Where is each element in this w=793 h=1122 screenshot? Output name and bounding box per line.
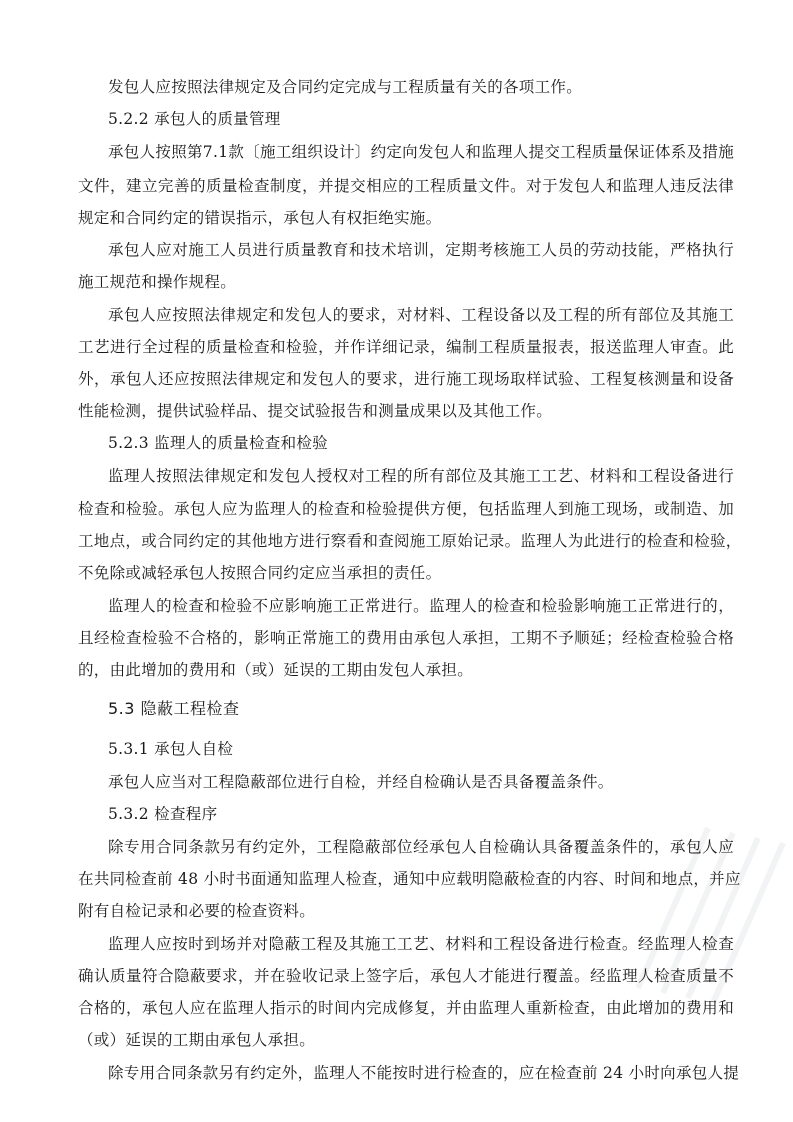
paragraph-line: 规定和合同约定的错误指示，承包人有权拒绝实施。 — [78, 209, 442, 227]
paragraph-line: 承包人应按照法律规定和发包人的要求，对材料、工程设备以及工程的所有部位及其施工 — [108, 306, 734, 324]
paragraph-line: 外，承包人还应按照法律规定和发包人的要求，进行施工现场取样试验、工程复核测量和设备 — [78, 370, 734, 388]
paragraph-line: 承包人按照第7.1款〔施工组织设计〕约定向发包人和监理人提交工程质量保证体系及措施 — [108, 143, 734, 161]
paragraph-line: 附有自检记录和必要的检查资料。 — [78, 902, 316, 920]
section-heading-5-3: 5.3 隐蔽工程检查 — [108, 699, 240, 718]
paragraph-line: 监理人应按时到场并对隐蔽工程及其施工工艺、材料和工程设备进行检查。经监理人检查 — [108, 935, 734, 953]
paragraph-line: 工地点，或合同约定的其他地方进行察看和查阅施工原始记录。监理人为此进行的检查和检验， — [78, 532, 742, 550]
paragraph-line: 确认质量符合隐蔽要求，并在验收记录上签字后，承包人才能进行覆盖。经监理人检查质量不 — [78, 967, 734, 985]
paragraph-line: 检查和检验。承包人应为监理人的检查和检验提供方便，包括监理人到施工现场，或制造、加 — [78, 500, 734, 518]
paragraph-line: 发包人应按照法律规定及合同约定完成与工程质量有关的各项工作。 — [108, 78, 583, 96]
paragraph-line: 不免除或减轻承包人按照合同约定应当承担的责任。 — [78, 564, 442, 582]
paragraph-line: 文件，建立完善的质量检查制度，并提交相应的工程质量文件。对于发包人和监理人违反法律 — [78, 177, 734, 195]
paragraph-line: 施工规范和操作规程。 — [78, 273, 237, 291]
paragraph-line: 合格的，承包人应在监理人指示的时间内完成修复，并由监理人重新检查，由此增加的费用和 — [78, 999, 734, 1017]
section-heading-5-2-3: 5.2.3 监理人的质量检查和检验 — [108, 434, 328, 452]
paragraph-line: 除专用合同条款另有约定外，监理人不能按时进行检查的，应在检查前 24 小时向承包人提 — [108, 1064, 740, 1082]
paragraph-line: 承包人应当对工程隐蔽部位进行自检，并经自检确认是否具备覆盖条件。 — [108, 773, 614, 791]
paragraph-line: 的，由此增加的费用和（或）延误的工期由发包人承担。 — [78, 661, 474, 679]
paragraph-line: （或）延误的工期由承包人承担。 — [78, 1031, 316, 1049]
paragraph-line: 监理人的检查和检验不应影响施工正常进行。监理人的检查和检验影响施工正常进行的， — [108, 597, 734, 615]
section-heading-5-3-2: 5.3.2 检查程序 — [108, 805, 218, 823]
paragraph-line: 工艺进行全过程的质量检查和检验，并作详细记录，编制工程质量报表，报送监理人审查。此 — [78, 338, 734, 356]
paragraph-line: 承包人应对施工人员进行质量教育和技术培训，定期考核施工人员的劳动技能，严格执行 — [108, 241, 734, 259]
section-heading-5-3-1: 5.3.1 承包人自检 — [108, 740, 234, 758]
paragraph-line: 监理人按照法律规定和发包人授权对工程的所有部位及其施工工艺、材料和工程设备进行 — [108, 467, 734, 485]
paragraph-line: 在共同检查前 48 小时书面通知监理人检查，通知中应载明隐蔽检查的内容、时间和地点，并应 — [78, 870, 741, 888]
paragraph-line: 性能检测，提供试验样品、提交试验报告和测量成果以及其他工作。 — [78, 402, 553, 420]
section-heading-5-2-2: 5.2.2 承包人的质量管理 — [108, 110, 281, 128]
paragraph-line: 除专用合同条款另有约定外，工程隐蔽部位经承包人自检确认具备覆盖条件的，承包人应 — [108, 838, 734, 856]
paragraph-line: 且经检查检验不合格的，影响正常施工的费用由承包人承担，工期不予顺延；经检查检验合格 — [78, 629, 734, 647]
